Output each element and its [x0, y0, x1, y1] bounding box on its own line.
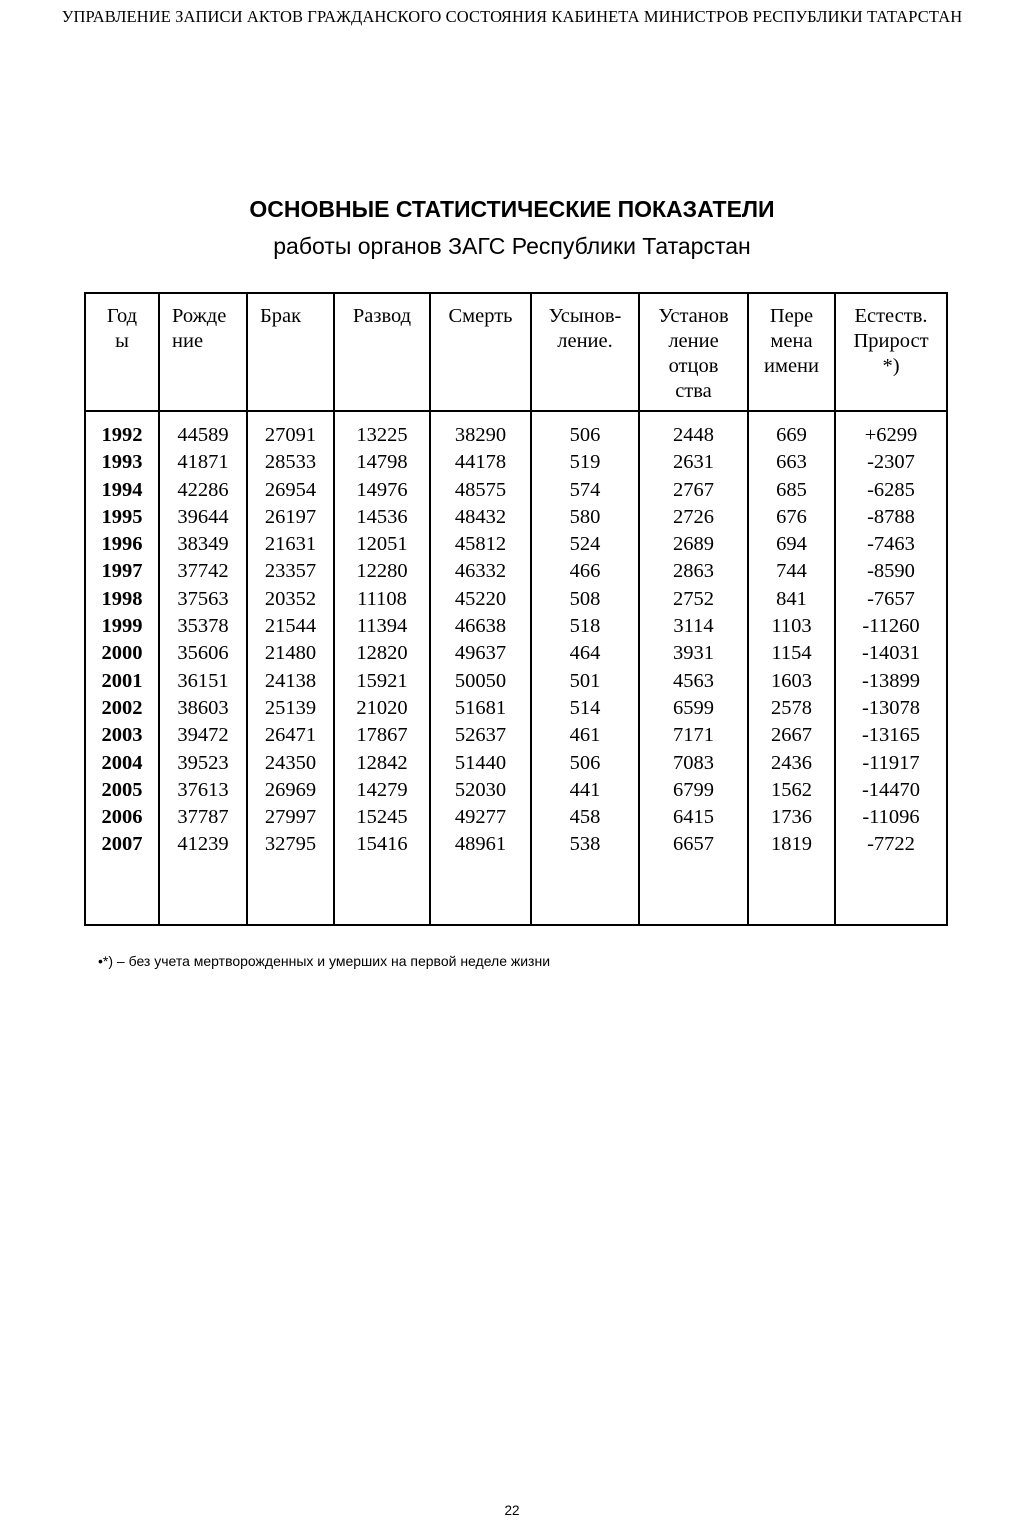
table-cell: 21020	[356, 696, 408, 719]
table-cell: 11394	[356, 615, 408, 638]
table-cell: 23357	[264, 560, 317, 583]
table-cell: 1999	[101, 615, 143, 638]
table-cell: -13078	[861, 696, 921, 719]
table-cell: 14536	[356, 505, 408, 528]
col-header-divorces: Развод	[334, 293, 430, 411]
col-header-deaths: Смерть	[430, 293, 531, 411]
document-title: ОСНОВНЫЕ СТАТИСТИЧЕСКИЕ ПОКАЗАТЕЛИ	[249, 196, 775, 222]
table-cell: 2001	[101, 669, 143, 692]
table-body-row	[85, 411, 947, 925]
table-cell: 14976	[356, 478, 408, 501]
col-header-paternity: Установ ление отцов ства	[639, 293, 748, 411]
table-cell: 48432	[454, 505, 507, 528]
table-cell: 35606	[177, 642, 229, 665]
table-cell: 26197	[264, 505, 317, 528]
table-cell: 51681	[454, 696, 507, 719]
table-cell: 28533	[264, 451, 317, 474]
table-cell: 14798	[356, 451, 408, 474]
table-cell: 464	[569, 642, 601, 665]
table-cell: 2752	[673, 587, 714, 610]
births-column	[159, 411, 247, 925]
table-cell: 3114	[673, 615, 714, 638]
table-cell: 15245	[356, 806, 408, 829]
table-cell: 52637	[454, 724, 507, 747]
col-header-adoptions: Усынов- ление.	[531, 293, 639, 411]
table-cell: 39644	[177, 505, 229, 528]
table-cell: 25139	[264, 696, 317, 719]
table-cell: 2631	[673, 451, 714, 474]
table-cell: 46332	[454, 560, 507, 583]
table-cell: -14031	[861, 642, 921, 665]
table-cell: 2863	[673, 560, 714, 583]
table-cell: 2000	[101, 642, 143, 665]
table-cell: 461	[569, 724, 601, 747]
table-cell: 519	[569, 451, 601, 474]
table-cell: 538	[569, 833, 601, 856]
table-cell: 21544	[264, 615, 317, 638]
table-cell: 1997	[101, 560, 143, 583]
table-cell: 24138	[264, 669, 317, 692]
table-cell: 48575	[454, 478, 507, 501]
table-cell: 36151	[177, 669, 229, 692]
table-cell: 26954	[264, 478, 317, 501]
table-cell: 2436	[771, 751, 812, 774]
table-cell: 2004	[101, 751, 143, 774]
footnote: •*) – без учета мертворожденных и умерших на первой неделе жизни	[98, 953, 551, 969]
table-cell: 46638	[454, 615, 507, 638]
table-cell: 39523	[177, 751, 229, 774]
table-cell: -7657	[867, 587, 915, 610]
table-cell: 6799	[673, 778, 714, 801]
table-cell: 37613	[177, 778, 229, 801]
table-cell: 6657	[673, 833, 714, 856]
table-cell: 42286	[177, 478, 229, 501]
table-cell: 1103	[771, 615, 812, 638]
divorces-column	[334, 411, 430, 925]
table-cell: 669	[776, 424, 807, 446]
table-cell: -8590	[867, 560, 915, 583]
table-cell: 7171	[673, 724, 714, 747]
table-cell: 27091	[264, 424, 317, 446]
table-cell: 744	[776, 560, 807, 583]
table-cell: 2002	[101, 696, 143, 719]
col-header-natural-growth: Естеств. Прирост *)	[835, 293, 947, 411]
table-cell: 37787	[177, 806, 229, 829]
table-cell: 50050	[454, 669, 507, 692]
table-cell: 574	[569, 478, 601, 501]
table-cell: 1603	[771, 669, 812, 692]
table-cell: +6299	[864, 424, 918, 446]
table-cell: 506	[569, 751, 601, 774]
table-cell: 52030	[454, 778, 507, 801]
table-cell: -11260	[862, 615, 920, 638]
table-cell: 2726	[673, 505, 714, 528]
table-cell: 37563	[177, 587, 229, 610]
table-cell: 15416	[356, 833, 408, 856]
table-cell: 2767	[673, 478, 714, 501]
table-cell: -14470	[861, 778, 921, 801]
deaths-column	[430, 411, 531, 925]
table-cell: 26471	[264, 724, 317, 747]
table-cell: -8788	[867, 505, 915, 528]
table-cell: 49637	[454, 642, 507, 665]
table-cell: 21480	[264, 642, 317, 665]
table-cell: 3931	[673, 642, 714, 665]
table-cell: 518	[569, 615, 601, 638]
table-cell: 685	[776, 478, 807, 501]
table-cell: 1736	[771, 806, 812, 829]
statistics-table	[84, 292, 948, 926]
page-header: УПРАВЛЕНИЕ ЗАПИСИ АКТОВ ГРАЖДАНСКОГО СОСТОЯНИЯ КАБИНЕТА МИНИСТРОВ РЕСПУБЛИКИ ТАТАРСТАН	[61, 7, 963, 26]
table-cell: 12051	[356, 533, 408, 556]
table-cell: 580	[569, 505, 601, 528]
document-subtitle: работы органов ЗАГС Республики Татарстан	[273, 233, 751, 259]
table-cell: 1995	[101, 505, 143, 528]
table-cell: 663	[776, 451, 807, 474]
table-cell: 7083	[673, 751, 714, 774]
table-cell: 32795	[264, 833, 317, 856]
page-number: 22	[504, 1503, 520, 1518]
name-change-column	[748, 411, 835, 925]
table-cell: 15921	[356, 669, 408, 692]
table-cell: 11108	[357, 587, 407, 610]
table-cell: 51440	[454, 751, 507, 774]
table-cell: 2007	[101, 833, 143, 856]
table-cell: 458	[569, 806, 601, 829]
table-header-row	[85, 293, 947, 411]
table-cell: 44178	[454, 451, 507, 474]
table-cell: 37742	[177, 560, 229, 583]
table-cell: -11917	[862, 751, 920, 774]
table-cell: 13225	[356, 424, 408, 446]
table-cell: 501	[569, 669, 601, 692]
table-cell: 12842	[356, 751, 408, 774]
table-cell: 26969	[264, 778, 317, 801]
table-cell: 1154	[771, 642, 812, 665]
table-cell: 38603	[177, 696, 229, 719]
table-cell: 676	[776, 505, 807, 528]
table-cell: 2578	[771, 696, 812, 719]
table-cell: 44589	[177, 424, 229, 446]
table-cell: -13165	[861, 724, 921, 747]
table-cell: 441	[569, 778, 601, 801]
table-cell: 41871	[177, 451, 229, 474]
table-cell: 21631	[264, 533, 317, 556]
col-header-marriages: Брак	[247, 293, 334, 411]
natural-growth-column	[835, 411, 947, 925]
table-cell: 48961	[454, 833, 507, 856]
table-cell: 38349	[177, 533, 229, 556]
table-cell: 35378	[177, 615, 229, 638]
col-header-years: Год ы	[85, 293, 159, 411]
table-cell: 1994	[101, 478, 143, 501]
table-cell: 24350	[264, 751, 317, 774]
table-cell: 514	[569, 696, 601, 719]
table-cell: -2307	[867, 451, 915, 474]
table-cell: 6415	[673, 806, 714, 829]
table-cell: 1996	[101, 533, 143, 556]
table-cell: 694	[776, 533, 807, 556]
table-cell: 41239	[177, 833, 229, 856]
adoptions-column	[531, 411, 639, 925]
table-cell: 1998	[101, 587, 143, 610]
table-cell: 4563	[673, 669, 714, 692]
table-cell: 17867	[356, 724, 408, 747]
table-cell: 49277	[454, 806, 507, 829]
table-cell: 27997	[264, 806, 317, 829]
table-cell: 45812	[454, 533, 507, 556]
table-cell: 466	[569, 560, 601, 583]
table-cell: 2006	[101, 806, 143, 829]
table-cell: -11096	[862, 806, 920, 829]
table-cell: 524	[569, 533, 601, 556]
table-cell: 14279	[356, 778, 408, 801]
table-cell: -7463	[867, 533, 915, 556]
years-column	[85, 411, 159, 925]
table-cell: 2689	[673, 533, 714, 556]
table-cell: -7722	[867, 833, 915, 856]
table-cell: 2005	[101, 778, 143, 801]
table-cell: 12280	[356, 560, 408, 583]
table-cell: 841	[776, 587, 807, 610]
table-cell: 1562	[771, 778, 812, 801]
marriages-column	[247, 411, 334, 925]
table-cell: 508	[569, 587, 601, 610]
table-cell: 2667	[771, 724, 812, 747]
table-cell: 2448	[673, 424, 714, 446]
col-header-births: Рожде ние	[159, 293, 247, 411]
table-cell: 6599	[673, 696, 714, 719]
table-cell: 45220	[454, 587, 507, 610]
table-cell: 20352	[264, 587, 317, 610]
table-cell: -6285	[867, 478, 915, 501]
table-cell: 2003	[101, 724, 143, 747]
paternity-column	[639, 411, 748, 925]
table-cell: 38290	[454, 424, 507, 446]
table-cell: 12820	[356, 642, 408, 665]
table-cell: -13899	[861, 669, 921, 692]
table-cell: 39472	[177, 724, 229, 747]
table-cell: 1992	[101, 424, 143, 446]
table-cell: 1993	[101, 451, 143, 474]
table-cell: 1819	[771, 833, 812, 856]
table-cell: 506	[569, 424, 601, 446]
col-header-name-change: Пере мена имени	[748, 293, 835, 411]
